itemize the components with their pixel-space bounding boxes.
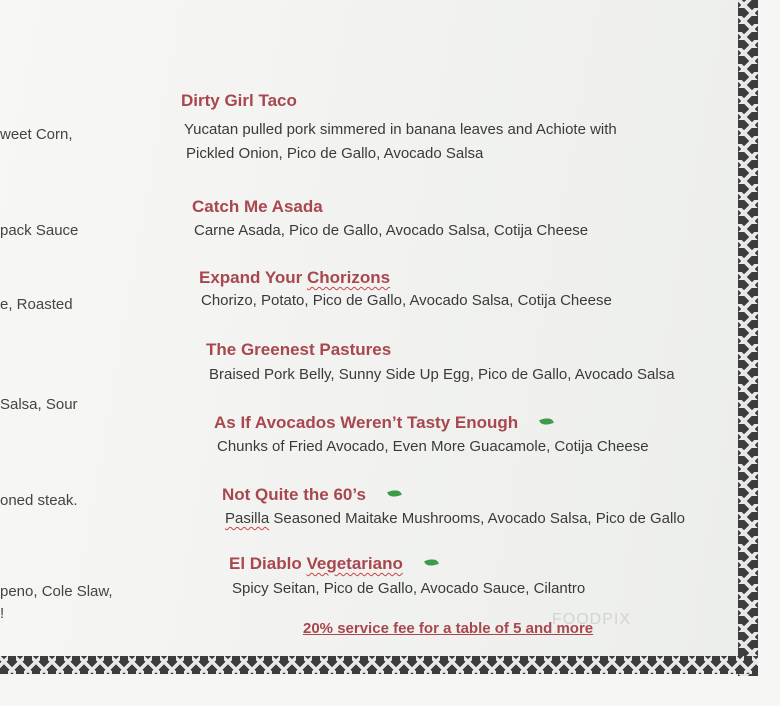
menu-item-description-text: Seasoned Maitake Mushrooms, Avocado Salsa, Pico de Gallo xyxy=(269,510,685,527)
menu-item-name-part: El Diablo xyxy=(229,554,307,573)
menu-item xyxy=(222,484,685,531)
menu-item xyxy=(206,339,675,387)
menu-item-name-text: As If Avocados Weren’t Tasty Enough xyxy=(214,413,519,432)
menu-item-name-part: Expand Your xyxy=(199,268,308,287)
left-column-fragment: oned steak. xyxy=(0,492,78,509)
spellcheck-underlined-word: Vegetariano xyxy=(306,554,403,573)
leaf-icon xyxy=(424,557,439,568)
left-column-fragment: Salsa, Sour xyxy=(0,396,78,413)
scan-margin xyxy=(758,0,780,706)
service-fee-note: 20% service fee for a table of 5 and more xyxy=(303,620,594,637)
scan-margin-bottom xyxy=(0,676,780,706)
menu-item-description: Spicy Seitan, Pico de Gallo, Avocado Sauce, Cilantro xyxy=(232,580,586,597)
menu-item-name: Dirty Girl Taco xyxy=(181,91,297,110)
left-column-fragment: e, Roasted xyxy=(0,296,73,313)
menu-item xyxy=(192,196,588,243)
menu-item-name: Catch Me Asada xyxy=(192,197,323,216)
menu-item-name xyxy=(214,412,649,434)
left-column-fragment: pack Sauce xyxy=(0,222,79,239)
decorative-border-bottom xyxy=(0,656,758,674)
spellcheck-underlined-word: Pasilla xyxy=(225,510,270,527)
menu-item-description: Yucatan pulled pork simmered in banana leaves and Achiote with xyxy=(184,121,617,138)
menu-item-name-text: Not Quite the 60’s xyxy=(222,485,366,504)
leaf-icon xyxy=(387,488,402,499)
menu-item-description: Braised Pork Belly, Sunny Side Up Egg, Pico de Gallo, Avocado Salsa xyxy=(209,366,675,383)
menu-item-description: Chorizo, Potato, Pico de Gallo, Avocado Salsa, Cotija Cheese xyxy=(201,292,612,309)
menu-item xyxy=(229,553,585,601)
menu-item-name xyxy=(229,553,585,575)
watermark: FOODPIX xyxy=(552,611,632,628)
menu-item-description: Chunks of Fried Avocado, Even More Guacamole, Cotija Cheese xyxy=(217,438,649,455)
menu-item-name: The Greenest Pastures xyxy=(206,340,392,359)
menu-item-description xyxy=(222,507,685,531)
menu-item-description: Carne Asada, Pico de Gallo, Avocado Salsa, Cotija Cheese xyxy=(194,222,589,239)
menu-item-description: Pickled Onion, Pico de Gallo, Avocado Salsa xyxy=(186,145,484,162)
decorative-border-right xyxy=(738,0,758,676)
menu-item-name xyxy=(222,484,685,506)
spellcheck-underlined-word: Chorizons xyxy=(307,268,391,287)
left-column-fragment: weet Corn, xyxy=(0,126,73,143)
menu-item xyxy=(214,412,649,459)
leaf-icon xyxy=(539,416,554,427)
left-column-fragment: peno, Cole Slaw, xyxy=(0,583,113,600)
menu-item xyxy=(181,90,617,166)
left-column-fragment: ! xyxy=(0,605,5,622)
menu-item-name xyxy=(199,267,612,289)
menu-item xyxy=(199,267,612,313)
